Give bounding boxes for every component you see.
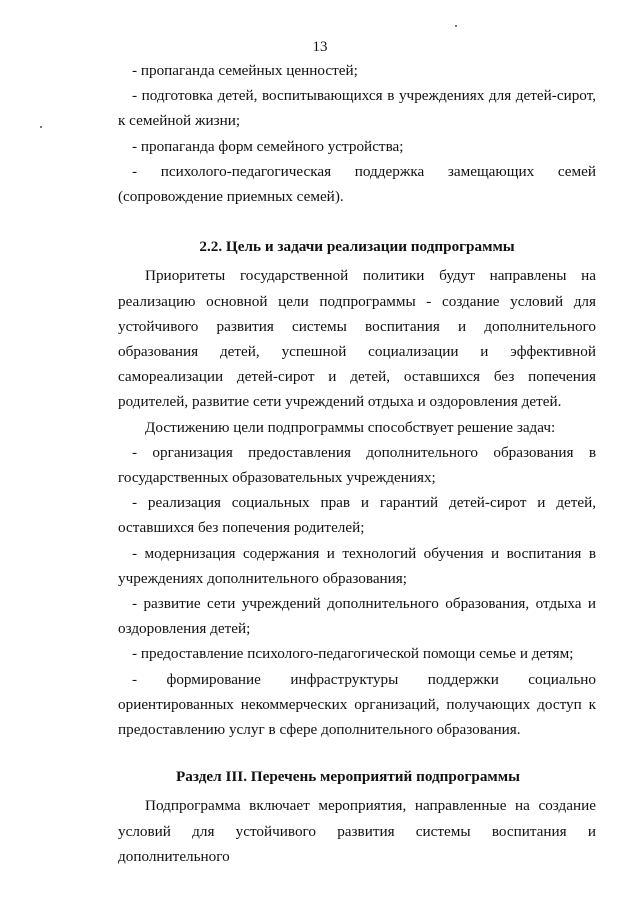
scan-artifact bbox=[40, 126, 42, 128]
page-number: 13 bbox=[312, 39, 328, 55]
list-item: - пропаганда семейных ценностей; bbox=[132, 62, 358, 79]
list-item: - пропаганда форм семейного устройства; bbox=[132, 137, 404, 155]
section-heading: 2.2. Цель и задачи реализации подпрограммы bbox=[199, 238, 515, 256]
list-item: - психолого-педагогическая поддержка замещающих семей (сопровождение приемных семей). bbox=[118, 162, 596, 206]
tasks-list bbox=[118, 440, 596, 742]
list-item: - подготовка детей, воспитывающихся в учреждениях для детей-сирот, к семейной жизни; bbox=[118, 87, 596, 130]
scan-artifact bbox=[455, 25, 457, 27]
list-item: - формирование инфраструктуры поддержки социально ориентированных некоммерческих организаций, получающих доступ к предоставлению услуг в сфере дополнительного образования. bbox=[118, 670, 596, 739]
tasks-intro: Достижению цели подпрограммы способствует решение задач: bbox=[145, 418, 556, 436]
body-paragraph: Приоритеты государственной политики будут направлены на реализацию основной цели подпрограммы - создание условий для устойчивого развития системы воспитания и дополнительного образования детей, успешной социализации и эффективной самореализации детей-сирот и детей, оставшихся без попечения родителей, развитие сети учреждений отдыха и оздоровления детей. bbox=[118, 267, 596, 411]
body-paragraph: Подпрограмма включает мероприятия, направленные на создание условий для устойчивого развития системы воспитания и дополнительного bbox=[118, 797, 596, 865]
list-item: - развитие сети учреждений дополнительного образования, отдыха и оздоровления детей; bbox=[118, 595, 596, 638]
list-item: - реализация социальных прав и гарантий детей-сирот и детей, оставшихся без попечения родителей; bbox=[118, 494, 596, 537]
intro-list bbox=[118, 58, 596, 209]
list-item: - предоставление психолого-педагогической помощи семье и детям; bbox=[132, 645, 574, 663]
document-body bbox=[118, 58, 596, 869]
list-item: - организация предоставления дополнительного образования в государственных образовательных учреждениях; bbox=[118, 443, 596, 487]
list-item: - модернизация содержания и технологий обучения и воспитания в учреждениях дополнительного образования; bbox=[118, 544, 596, 587]
section-heading: Раздел III. Перечень мероприятий подпрограммы bbox=[176, 768, 520, 786]
